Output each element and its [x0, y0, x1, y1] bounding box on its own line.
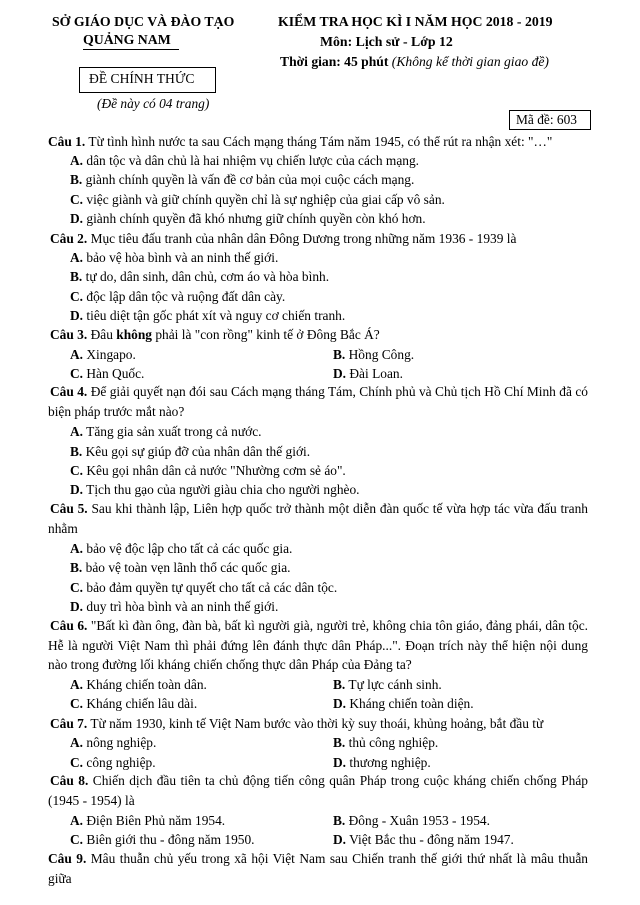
- q5-option-d[interactable]: D. duy trì hòa bình và an ninh thế giới.: [70, 599, 279, 614]
- exam-title: KIỂM TRA HỌC KÌ I NĂM HỌC 2018 - 2019: [278, 14, 553, 29]
- exam-time-note: (Không kể thời gian giao đề): [391, 54, 549, 69]
- q3-option-b[interactable]: B. Hồng Công.: [333, 347, 415, 362]
- official-label: ĐỀ CHÍNH THỨC: [89, 71, 195, 86]
- q6-option-c[interactable]: C. Kháng chiến lâu dài.: [70, 696, 198, 711]
- question-7: [50, 716, 543, 732]
- question-4-label: Câu 4.: [50, 384, 88, 399]
- q3-option-a[interactable]: A. Xingapo.: [70, 347, 136, 362]
- question-1-label: Câu 1.: [48, 134, 86, 149]
- question-7-label: Câu 7.: [50, 716, 88, 731]
- question-9-text: Mâu thuẫn chủ yếu trong xã hội Việt Nam sau Chiến tranh thế giới thứ nhất là mâu thuẫn giữa: [48, 851, 588, 886]
- question-5-label: Câu 5.: [50, 501, 88, 516]
- question-8: [48, 771, 588, 810]
- exam-code: Mã đề: 603: [516, 112, 577, 127]
- q8-option-c[interactable]: C. Biên giới thu - đông năm 1950.: [70, 832, 255, 847]
- question-8-label: Câu 8.: [50, 773, 89, 788]
- q8-option-d[interactable]: D. Việt Bắc thu - đông năm 1947.: [333, 832, 514, 847]
- question-4: [48, 382, 588, 421]
- q8-option-a[interactable]: A. Điện Biên Phủ năm 1954.: [70, 813, 226, 828]
- question-5: [48, 499, 588, 538]
- q4-option-c[interactable]: C. Kêu gọi nhân dân cả nước "Nhường cơm sẻ áo".: [70, 463, 346, 478]
- q2-option-b[interactable]: B. tự do, dân sinh, dân chủ, cơm áo và hòa bình.: [70, 269, 330, 284]
- q2-option-c[interactable]: C. độc lập dân tộc và ruộng đất dân cày.: [70, 289, 286, 304]
- question-6-label: Câu 6.: [50, 618, 88, 633]
- q4-option-b[interactable]: B. Kêu gọi sự giúp đỡ của nhân dân thế giới.: [70, 444, 311, 459]
- exam-time: [280, 54, 549, 70]
- q7-option-b[interactable]: B. thủ công nghiệp.: [333, 735, 439, 750]
- q5-option-c[interactable]: C. bảo đảm quyền tự quyết cho tất cả các dân tộc.: [70, 580, 338, 595]
- question-5-text: Sau khi thành lập, Liên hợp quốc trở thành một diễn đàn quốc tế vừa hợp tác vừa đấu tranh nhằm: [48, 501, 588, 536]
- department-line-2: QUẢNG NAM: [83, 32, 171, 47]
- question-8-text: Chiến dịch đầu tiên ta chủ động tiến công quân Pháp trong cuộc kháng chiến chống Pháp (1945 - 1954) là: [48, 773, 588, 808]
- q1-option-b[interactable]: B. giành chính quyền là vấn đề cơ bản của mọi cuộc cách mạng.: [70, 172, 415, 187]
- exam-time-label: Thời gian: 45 phút: [280, 54, 389, 69]
- q7-option-c[interactable]: C. công nghiệp.: [70, 755, 156, 770]
- q5-option-a[interactable]: A. bảo vệ độc lập cho tất cả các quốc gia.: [70, 541, 293, 556]
- question-6-text: "Bất kì đàn ông, đàn bà, bất kì người già, người trẻ, không chia tôn giáo, đảng phái, dân tộc. Hễ là người Việt Nam thì phải đứng lên đánh thực dân Pháp...". Đoạn trích này thể hiện nội dung nào trong đường lối kháng chiến chống thực dân Pháp của Đảng ta?: [48, 618, 588, 672]
- question-1: [48, 134, 552, 150]
- q1-option-c[interactable]: C. việc giành và giữ chính quyền chỉ là sự nghiệp của giai cấp vô sản.: [70, 192, 445, 207]
- q1-option-d[interactable]: D. giành chính quyền đã khó nhưng giữ chính quyền còn khó hơn.: [70, 211, 426, 226]
- question-1-text: Từ tình hình nước ta sau Cách mạng tháng Tám năm 1945, có thể rút ra nhận xét: "…": [88, 134, 553, 149]
- q5-option-b[interactable]: B. bảo vệ toàn vẹn lãnh thổ các quốc gia.: [70, 560, 291, 575]
- q6-option-d[interactable]: D. Kháng chiến toàn diện.: [333, 696, 474, 711]
- q1-option-a[interactable]: A. dân tộc và dân chủ là hai nhiệm vụ chiến lược của cách mạng.: [70, 153, 419, 168]
- q8-option-b[interactable]: B. Đông - Xuân 1953 - 1954.: [333, 813, 490, 828]
- question-3-emphasis: không: [116, 327, 152, 342]
- pages-note: (Đề này có 04 trang): [97, 96, 210, 111]
- question-7-text: Từ năm 1930, kinh tế Việt Nam bước vào thời kỳ suy thoái, khủng hoảng, bắt đầu từ: [90, 716, 544, 731]
- q7-option-d[interactable]: D. thương nghiệp.: [333, 755, 431, 770]
- department-underline: [83, 49, 179, 50]
- q6-option-a[interactable]: A. Kháng chiến toàn dân.: [70, 677, 207, 692]
- exam-subject: Môn: Lịch sử - Lớp 12: [320, 34, 453, 49]
- q3-option-c[interactable]: C. Hàn Quốc.: [70, 366, 145, 381]
- q2-option-a[interactable]: A. bảo vệ hòa bình và an ninh thế giới.: [70, 250, 279, 265]
- question-2-label: Câu 2.: [50, 231, 88, 246]
- question-4-text: Để giải quyết nạn đói sau Cách mạng tháng Tám, Chính phủ và Chủ tịch Hồ Chí Minh đã có biện pháp trước mắt nào?: [48, 384, 588, 419]
- question-9-label: Câu 9.: [48, 851, 87, 866]
- q4-option-d[interactable]: D. Tịch thu gạo của người giàu chia cho người nghèo.: [70, 482, 360, 497]
- question-9: [48, 849, 588, 888]
- q3-option-d[interactable]: D. Đài Loan.: [333, 366, 403, 381]
- question-2: [50, 231, 516, 247]
- q6-option-b[interactable]: B. Tự lực cánh sinh.: [333, 677, 442, 692]
- question-3-label: Câu 3.: [50, 327, 88, 342]
- q7-option-a[interactable]: A. nông nghiệp.: [70, 735, 157, 750]
- q2-option-d[interactable]: D. tiêu diệt tận gốc phát xít và nguy cơ chiến tranh.: [70, 308, 346, 323]
- question-3: Câu 3. Đâu không phải là "con rồng" kinh tế ở Đông Bắc Á?: [50, 327, 380, 342]
- q4-option-a[interactable]: A. Tăng gia sản xuất trong cả nước.: [70, 424, 262, 439]
- department-line-1: SỞ GIÁO DỤC VÀ ĐÀO TẠO: [52, 14, 235, 29]
- question-6: [48, 616, 588, 675]
- question-2-text: Mục tiêu đấu tranh của nhân dân Đông Dương trong những năm 1936 - 1939 là: [90, 231, 517, 246]
